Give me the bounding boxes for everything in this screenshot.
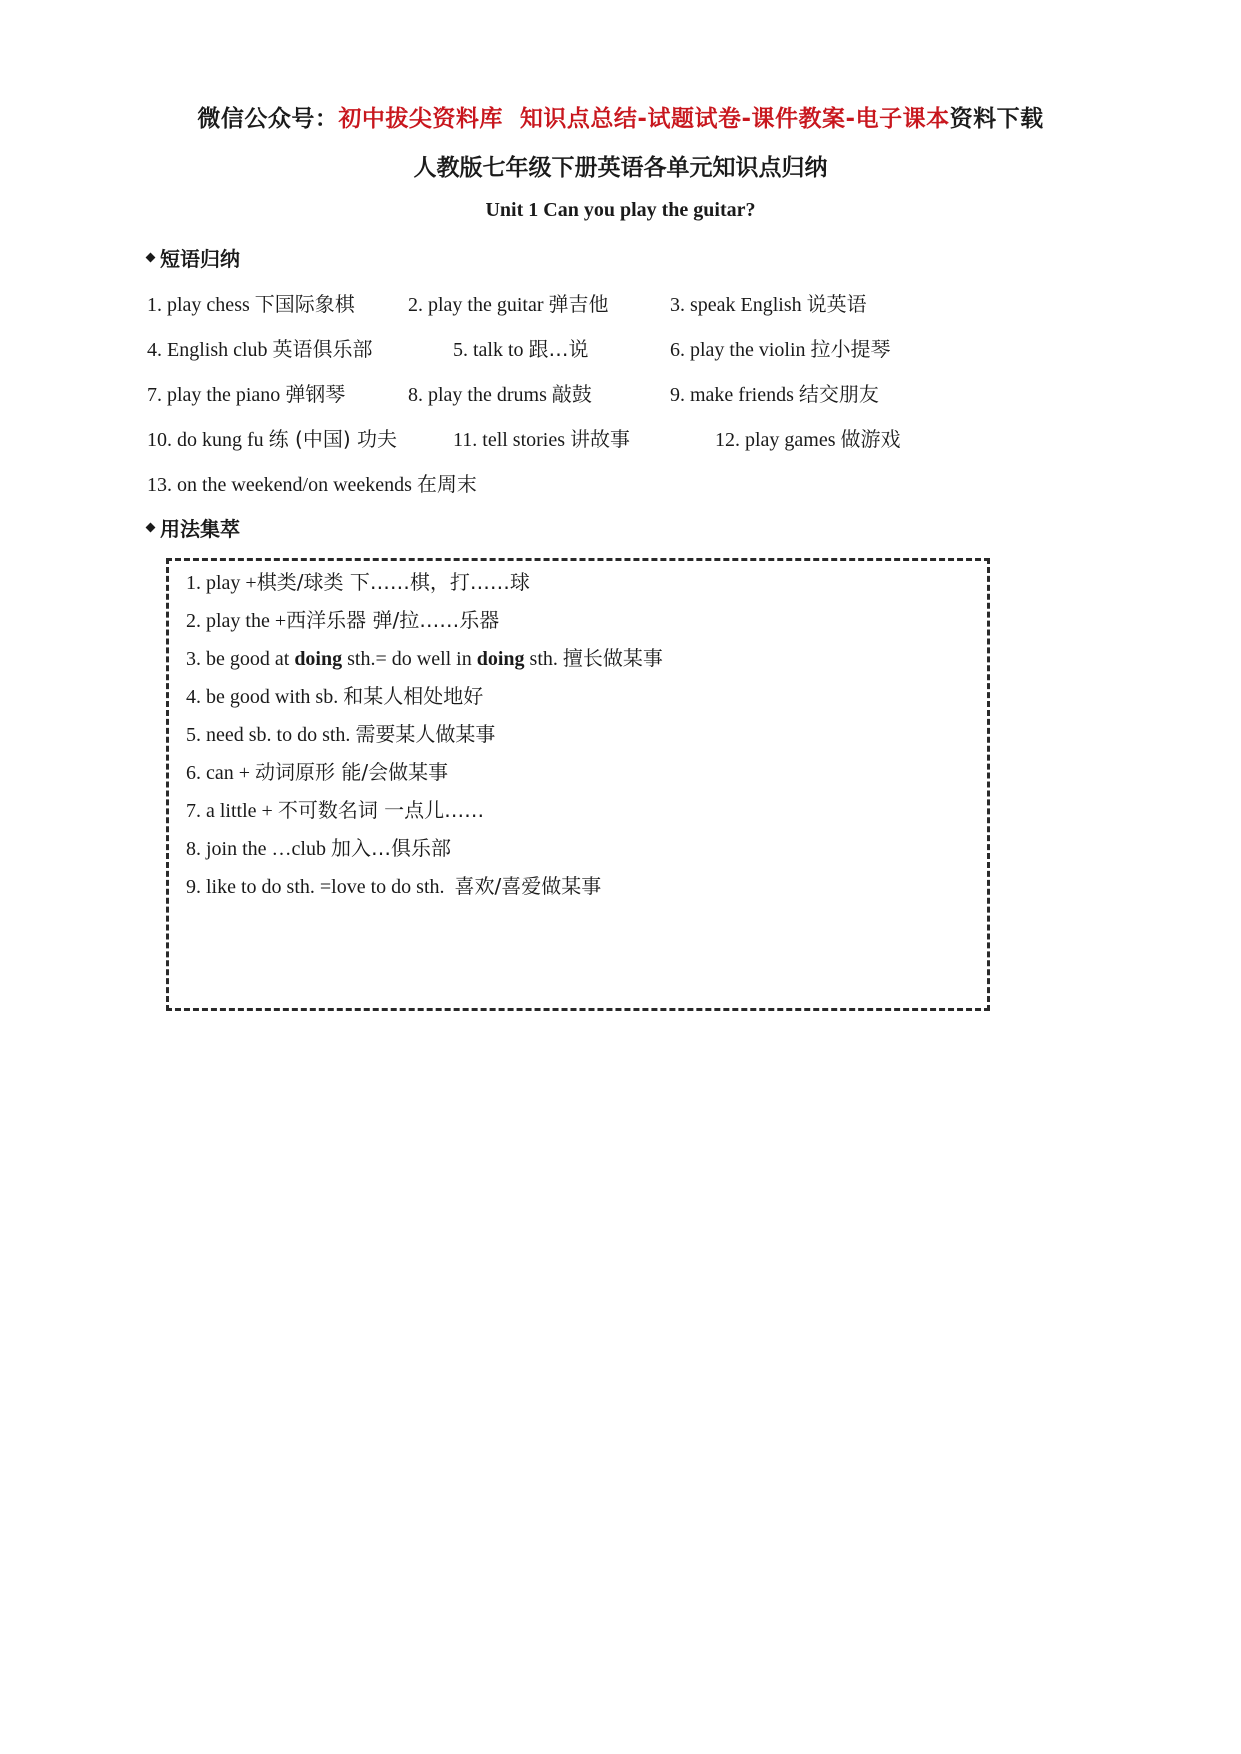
phrase-item: 1. play chess 下国际象棋 [147, 292, 355, 316]
phrase-item: 8. play the drums 敲鼓 [408, 382, 592, 406]
phrase-item: 13. on the weekend/on weekends 在周末 [147, 472, 477, 496]
phrase-item: 5. talk to 跟…说 [453, 337, 589, 361]
phrase-item: 2. play the guitar 弹吉他 [408, 292, 609, 316]
unit-title: Unit 1 Can you play the guitar? [485, 199, 756, 221]
phrase-item: 11. tell stories 讲故事 [453, 427, 631, 451]
phrase-item: 12. play games 做游戏 [715, 427, 901, 451]
phrase-item: 3. speak English 说英语 [670, 292, 867, 316]
usage-item: 2. play the +西洋乐器 弹/拉……乐器 [186, 608, 500, 632]
usage-item: 1. play +棋类/球类 下……棋，打……球 [186, 570, 530, 594]
phrases-heading [147, 243, 240, 272]
phrase-item: 7. play the piano 弹钢琴 [147, 382, 346, 406]
usage-item: 7. a little + 不可数名词 一点儿…… [186, 798, 485, 822]
usage-item: 3. be good at doing sth.= do well in doing sth. 擅长做某事 [186, 646, 663, 670]
usage-item: 6. can + 动词原形 能/会做某事 [186, 760, 449, 784]
diamond-bullet-icon [146, 253, 156, 263]
banner-suffix: 资料下载 [949, 106, 1044, 132]
banner-prefix: 微信公众号： [197, 106, 339, 132]
document-title: 人教版七年级下册英语各单元知识点归纳 [413, 155, 828, 181]
phrase-item: 10. do kung fu 练 (中国) 功夫 [147, 427, 397, 451]
diamond-bullet-icon [146, 523, 156, 533]
phrase-item: 4. English club 英语俱乐部 [147, 337, 373, 361]
usage-item: 8. join the …club 加入…俱乐部 [186, 836, 451, 860]
phrase-item: 6. play the violin 拉小提琴 [670, 337, 891, 361]
usage-heading [147, 513, 240, 542]
wechat-banner [0, 100, 1241, 133]
phrases-heading-text: 短语归纳 [160, 247, 240, 271]
usage-list [186, 567, 663, 909]
usage-item: 5. need sb. to do sth. 需要某人做某事 [186, 722, 496, 746]
usage-item: 4. be good with sb. 和某人相处地好 [186, 684, 484, 708]
phrase-item: 9. make friends 结交朋友 [670, 382, 879, 406]
usage-item: 9. like to do sth. =love to do sth. 喜欢/喜爱做某事 [186, 874, 602, 898]
usage-heading-text: 用法集萃 [160, 517, 240, 541]
banner-highlight: 初中拔尖资料库 知识点总结-试题试卷-课件教案-电子课本 [338, 106, 950, 132]
